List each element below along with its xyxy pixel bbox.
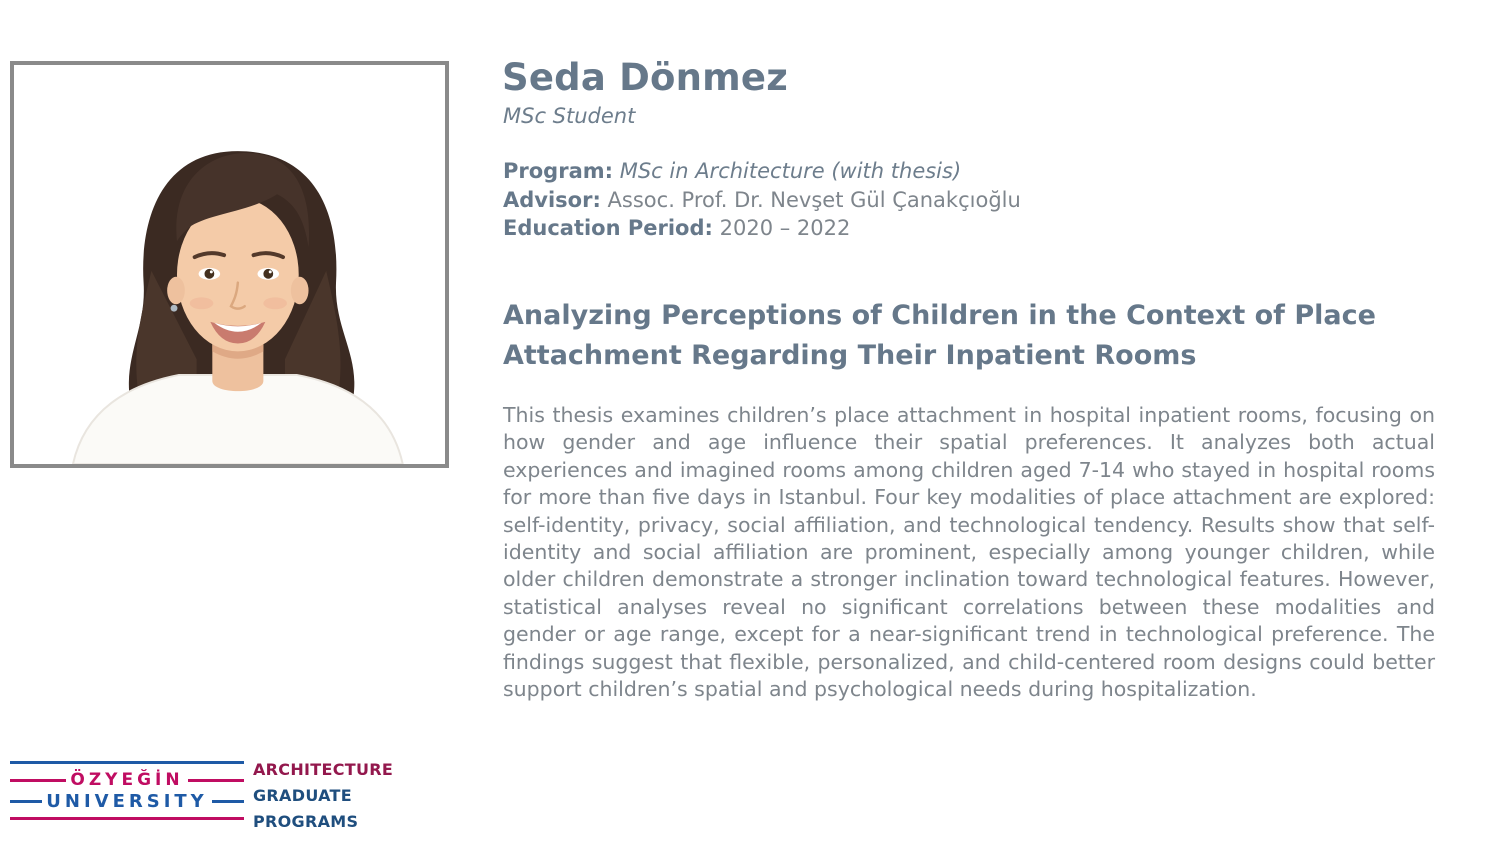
program-label-line-graduate: GRADUATE xyxy=(253,786,353,805)
logo-row-university xyxy=(10,791,244,811)
logo-line-left-blue xyxy=(10,800,42,803)
student-photo xyxy=(14,65,445,464)
logo-row-ozyegin xyxy=(10,770,244,790)
logo-line-right-magenta xyxy=(188,779,244,782)
logo-line-right-blue xyxy=(212,800,244,803)
detail-advisor-value: Assoc. Prof. Dr. Nevşet Gül Çanakçıoğlu xyxy=(607,187,1021,212)
detail-program-label: Program: xyxy=(503,159,614,183)
detail-education-period-label: Education Period: xyxy=(503,216,713,240)
program-label-line-programs: PROGRAMS xyxy=(253,812,359,831)
detail-advisor xyxy=(503,186,1021,215)
logo-wordmark-ozyegin: ÖZYEĞİN xyxy=(70,770,184,790)
student-name: Seda Dönmez xyxy=(502,56,788,99)
student-photo-frame xyxy=(10,61,449,468)
logo-top-line xyxy=(10,761,244,764)
detail-program-value: MSc in Architecture (with thesis) xyxy=(619,159,962,183)
program-label xyxy=(253,757,393,835)
detail-advisor-label: Advisor: xyxy=(503,187,601,212)
program-label-line-architecture: ARCHITECTURE xyxy=(253,760,394,779)
student-role: MSc Student xyxy=(503,104,636,128)
logo-bottom-line xyxy=(10,817,244,820)
thesis-title: Analyzing Perceptions of Children in the Context of Place Attachment Regarding Their Inpatient Rooms xyxy=(503,300,1376,371)
ozyegin-university-logo xyxy=(10,761,244,820)
detail-education-period xyxy=(503,214,1021,243)
student-details xyxy=(503,157,1021,243)
detail-program xyxy=(503,157,1021,186)
logo-wordmark-university: UNIVERSITY xyxy=(46,790,208,812)
detail-education-period-value: 2020 – 2022 xyxy=(719,216,851,240)
thesis-abstract: This thesis examines children’s place attachment in hospital inpatient rooms, focusing on how gender and age influence their spatial preferences. It analyzes both actual experiences and imagined rooms among children aged 7-14 who stayed in hospital rooms for more than five days in Istanbul. Four key modalities of place attachment are explored: self-identity, privacy, social affiliation, and technological tendency. Results show that self-identity and social affiliation are prominent, especially among younger children, while older children demonstrate a stronger inclination toward technological features. However, statistical analyses reveal no significant correlations between these modalities and gender or age range, except for a near-significant trend in technological preference. The findings suggest that flexible, personalized, and child-centered room designs could better support children’s spatial and psychological needs during hospitalization. xyxy=(503,403,1435,702)
logo-line-left-magenta xyxy=(10,779,66,782)
